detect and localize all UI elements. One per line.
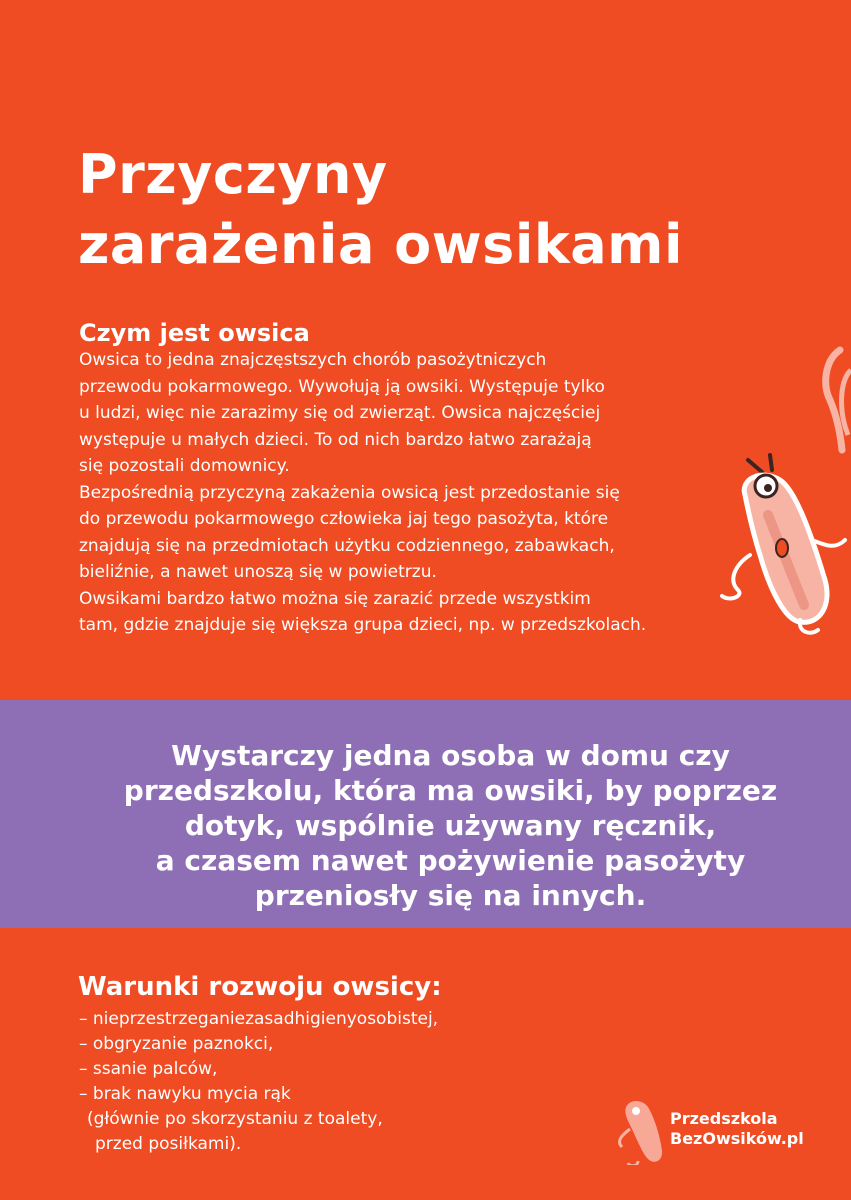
intro-line: do przewodu pokarmowego człowieka jaj tego pasożyta, które	[79, 509, 609, 529]
callout-quote	[0, 738, 851, 913]
callout-line: przedszkolu, która ma owsiki, by poprzez	[123, 774, 778, 807]
note-line: przed posiłkami).	[95, 1134, 242, 1154]
brand-line-2: BezOwsików.pl	[670, 1129, 804, 1148]
pinworm-mascot-icon	[700, 340, 851, 640]
brand-name	[670, 1109, 804, 1149]
page-title	[78, 140, 683, 280]
pinworm-logo-icon	[608, 1095, 678, 1165]
list-item: – ssanie palców,	[79, 1059, 218, 1079]
callout-line: dotyk, wspólnie używany ręcznik,	[184, 809, 717, 842]
callout-line: Wystarczy jedna osoba w domu czy	[171, 739, 730, 772]
intro-paragraph	[79, 347, 739, 639]
intro-line: Owsica to jedna znajczęstszych chorób pasożytniczych	[79, 350, 547, 370]
intro-line: przewodu pokarmowego. Wywołują ją owsiki. Występuje tylko	[79, 376, 605, 397]
intro-line: u ludzi, więc nie zarazimy się od zwierząt. Owsica najczęściej	[79, 403, 601, 423]
note-line: (głównie po skorzystaniu z toalety,	[87, 1109, 383, 1129]
brand-line-1: Przedszkola	[670, 1109, 778, 1128]
page-title-line-2: zarażenia owsikami	[78, 213, 683, 276]
callout-line: a czasem nawet pożywienie pasożyty	[155, 844, 746, 877]
intro-line: bieliźnie, a nawet unoszą się w powietrzu.	[79, 562, 437, 582]
list-item: – nieprzestrzeganiezasadhigienyosobistej,	[79, 1009, 439, 1029]
intro-line: występuje u małych dzieci. To od nich bardzo łatwo zarażają	[79, 429, 592, 450]
brand-logo[interactable]	[608, 1095, 838, 1165]
intro-line: Owsikami bardzo łatwo można się zarazić przede wszystkim	[79, 588, 591, 609]
conditions-heading: Warunki rozwoju owsicy:	[78, 972, 442, 1002]
intro-line: tam, gdzie znajduje się większa grupa dzieci, np. w przedszkolach.	[79, 615, 647, 635]
list-item: – brak nawyku mycia rąk	[79, 1084, 291, 1104]
callout-line: przeniosły się na innych.	[254, 879, 647, 912]
page-title-line-1: Przyczyny	[78, 143, 388, 206]
list-item: – obgryzanie paznokci,	[79, 1034, 274, 1054]
intro-line: Bezpośrednią przyczyną zakażenia owsicą jest przedostanie się	[79, 482, 620, 503]
intro-heading: Czym jest owsica	[79, 319, 310, 347]
conditions-list	[79, 1007, 599, 1157]
intro-line: znajdują się na przedmiotach użytku codziennego, zabawkach,	[79, 535, 615, 556]
conditions-note	[79, 1107, 599, 1157]
intro-line: się pozostali domownicy.	[79, 456, 290, 476]
